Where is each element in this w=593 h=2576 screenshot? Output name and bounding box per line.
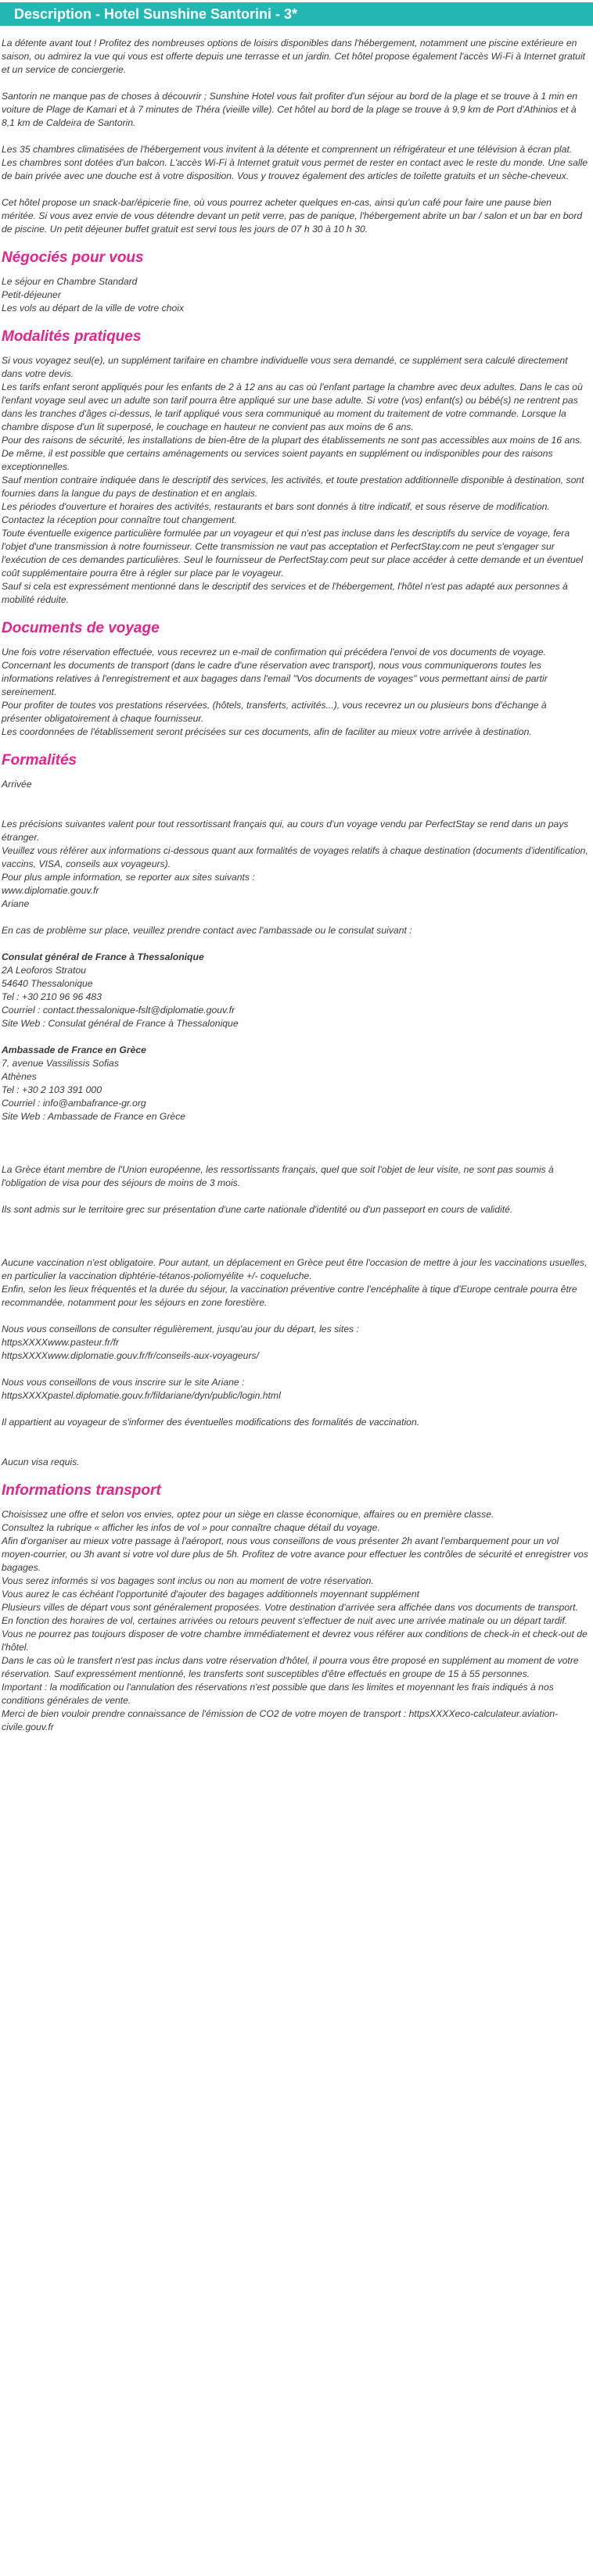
content: [0, 26, 593, 1750]
address-line: 2A Leoforos Stratou: [2, 965, 86, 976]
text-line: Pour profiter de toutes vos prestations réservées, (hôtels, transferts, activités...), vous recevrez un ou plusieurs bons d'échange à présenter obligatoirement à chaque fournisseur.: [2, 700, 547, 724]
description-paragraph: Santorin ne manque pas de choses à découvrir ; Sunshine Hotel vous fait profiter d'un séjour au bord de la plage et se trouve à 1 min en voiture de Plage de Kamari et à 7 minutes de Théra (vieille ville). Cet hôtel au bord de la plage se trouve à 9,9 km de Port d'Athinios et à 8,1 km de Caldeira de Santorin.: [2, 91, 578, 128]
text-line: Plusieurs villes de départ vous sont généralement proposées. Votre destination d'arrivée sera affichée dans vos documents de transport.: [2, 1602, 578, 1613]
list-item: Petit-déjeuner: [2, 289, 61, 300]
section-title-documents: Documents de voyage: [2, 620, 160, 636]
text-line: Les tarifs enfant seront appliqués pour les enfants de 2 à 12 ans au cas où l'enfant partage la chambre avec deux adultes. Dans le cas où l'enfant voyage seul avec un adulte son tarif pourra être appliqué sur une base adulte. Si votre (vos) enfant(s) ou bébé(s) ne rentrent pas dans les tranches d'âges ci-dessus, le tarif appliqué vous sera communiqué au moment du traitement de votre commande. Lorsque la chambre dispose d'un lit superposé, le couchage en hauteur ne convient pas aux moins de 6 ans.: [2, 382, 583, 432]
text-line: Nous vous conseillons de vous inscrire sur le site Ariane :: [2, 1377, 245, 1388]
text-line: Important : la modification ou l'annulation des réservations n'est possible que dans les limites et moyennant les frais indiqués à nos conditions générales de vente.: [2, 1682, 554, 1706]
text-line: Vous serez informés si vos bagages sont inclus ou non au moment de votre réservation.: [2, 1575, 374, 1586]
phone-line: Tel : +30 2 103 391 000: [2, 1084, 102, 1095]
transport-text: [2, 1508, 588, 1734]
arrivee-label: Arrivée: [2, 779, 32, 790]
text-line: La Grèce étant membre de l'Union européenne, les ressortissants français, quel que soit l'objet de leur visite, ne sont pas soumis à l'obligation de visa pour des séjours de moins de 3 mois.: [2, 1164, 554, 1188]
text-line: Afin d'organiser au mieux votre passage à l'aéroport, nous vous conseillons de vous présenter 2h avant l'embarquement pour un vol moyen-courrier, ou 3h avant si votre vol dure plus de 5h. Profitez de votre avance pour effectuer les contrôles de sécurité et enregistrer vos bagages.: [2, 1535, 588, 1573]
text-line: Sauf si cela est expressément mentionné dans le descriptif des services et de l'hébergement, l'hôtel n'est pas adapté aux personnes à mobilité réduite.: [2, 581, 568, 605]
text-line: Enfin, selon les lieux fréquentés et la durée du séjour, la vaccination préventive contre l'encéphalite à tique d'Europe centrale pourra être recommandée, notamment pour les séjours en zone forestière.: [2, 1284, 577, 1308]
text-line: Vous aurez le cas échéant l'opportunité d'ajouter des bagages additionnels moyennant supplément: [2, 1589, 420, 1600]
text-line: Sauf mention contraire indiquée dans le descriptif des services, les activités, et toute prestation additionnelle disponible à destination, sont fournies dans la langue du pays de destination et en anglais.: [2, 475, 584, 499]
list-item: Le séjour en Chambre Standard: [2, 276, 138, 287]
ambassade-title: Ambassade de France en Grèce: [2, 1044, 146, 1055]
documents-text: [2, 646, 588, 739]
text-line: En fonction des horaires de vol, certaines arrivées ou retours peuvent s'effectuer de nuit avec une arrivée matinale ou un départ tardif. Vous ne pourrez pas toujours disposer de votre chambre immédiatement et devrez vous référer aux conditions de check-in et check-out de l'hôtel.: [2, 1615, 588, 1653]
link-diplomatie[interactable]: www.diplomatie.gouv.fr: [2, 885, 99, 896]
link-ariane-login[interactable]: httpsXXXXpastel.diplomatie.gouv.fr/fildariane/dyn/public/login.html: [2, 1390, 281, 1401]
page-title: Description - Hotel Sunshine Santorini - 3*: [0, 2, 593, 26]
section-title-transport: Informations transport: [2, 1482, 161, 1499]
link-ariane[interactable]: Ariane: [2, 898, 30, 909]
text-line: Nous vous conseillons de consulter régulièrement, jusqu'au jour du départ, les sites :: [2, 1324, 359, 1335]
section-title-negocies: Négociés pour vous: [2, 249, 144, 266]
text-line: Ils sont admis sur le territoire grec sur présentation d'une carte nationale d'identité ou d'un passeport en cours de validité.: [2, 1204, 513, 1215]
ambassade-block: [2, 1044, 588, 1123]
modalites-text: [2, 354, 588, 607]
consulat-block: [2, 951, 588, 1030]
text-line: Pour des raisons de sécurité, les installations de bien-être de la plupart des établissements ne sont pas accessibles aux moins de 16 ans. De même, il est possible que certains aménagements ou services soient payants en supplément ou indisponibles pour des raisons exceptionnelles.: [2, 435, 583, 472]
formalites-text: [2, 778, 588, 1469]
text-line: Consultez la rubrique « afficher les infos de vol » pour connaître chaque détail du voyage.: [2, 1522, 380, 1533]
text-line: Choisissez une offre et selon vos envies, optez pour un siège en classe économique, affaires ou en première classe.: [2, 1509, 494, 1520]
text-line: Les périodes d'ouverture et horaires des activités, restaurants et bars sont donnés à titre indicatif, et sous réserve de modification. Contactez la réception pour connaître tout changement.: [2, 501, 550, 525]
text-line: Les coordonnées de l'établissement seront précisées sur ces documents, afin de faciliter au mieux votre arrivée à destination.: [2, 726, 532, 737]
address-line: 54640 Thessalonique: [2, 978, 93, 989]
email-line[interactable]: Courriel : info@ambafrance-gr.org: [2, 1098, 146, 1109]
text-line: Pour plus ample information, se reporter aux sites suivants :: [2, 872, 255, 883]
text-line: Concernant les documents de transport (dans le cadre d'une réservation avec transport), nous vous communiquerons toutes les informations relatives à l'enregistrement et aux bagages dans l'email "Vos documents de voyages" vous permettant ainsi de partir sereinement.: [2, 660, 548, 697]
text-line: Il appartient au voyageur de s'informer des éventuelles modifications des formalités de vaccination.: [2, 1417, 420, 1428]
link-conseils-voyageurs[interactable]: httpsXXXXwww.diplomatie.gouv.fr/fr/conseils-aux-voyageurs/: [2, 1350, 259, 1361]
text-line: Les précisions suivantes valent pour tout ressortissant français qui, au cours d'un voyage vendu par PerfectStay se rend dans un pays étranger.: [2, 819, 569, 843]
address-line: Athènes: [2, 1071, 37, 1082]
text-line: Si vous voyagez seul(e), un supplément tarifaire en chambre individuelle vous sera demandé, ce supplément sera calculé directement dans votre devis.: [2, 355, 568, 379]
website-line[interactable]: Site Web : Ambassade de France en Grèce: [2, 1111, 186, 1122]
text-line: En cas de problème sur place, veuillez prendre contact avec l'ambassade ou le consulat suivant :: [2, 925, 412, 936]
address-line: 7, avenue Vassilissis Sofias: [2, 1058, 119, 1069]
phone-line: Tel : +30 210 96 96 483: [2, 991, 102, 1002]
text-line: Veuillez vous référer aux informations ci-dessous quant aux formalités de voyages relatifs à chaque destination (documents d'identification, vaccins, VISA, conseils aux voyageurs).: [2, 845, 588, 869]
description-paragraph: Les 35 chambres climatisées de l'hébergement vous invitent à la détente et comprennent un réfrigérateur et une télévision à écran plat. Les chambres sont dotées d'un balcon. L'accès Wi-Fi à Internet gratuit vous permet de rester en contact avec le reste du monde. Une salle de bain privée avec une douche est à votre disposition. Vous y trouvez également des articles de toilette gratuits et un sèche-cheveux.: [2, 144, 588, 181]
description-paragraph: La détente avant tout ! Profitez des nombreuses options de loisirs disponibles dans l'hébergement, notamment une piscine extérieure en saison, ou admirez la vue qui vous est offerte depuis une terrasse et un jardin. Cet hôtel propose également l'accès Wi-Fi à Internet gratuit et un service de conciergerie.: [2, 38, 586, 75]
text-line: Merci de bien vouloir prendre connaissance de l'émission de CO2 de votre moyen de transport : httpsXXXXeco-calculateur.aviation-civile.gouv.fr: [2, 1708, 559, 1732]
website-line[interactable]: Site Web : Consulat général de France à Thessalonique: [2, 1018, 239, 1029]
negocies-list: [2, 275, 588, 315]
section-title-formalites: Formalités: [2, 752, 77, 769]
description-section: [2, 37, 588, 236]
text-line: Aucun visa requis.: [2, 1456, 80, 1467]
list-item: Les vols au départ de la ville de votre choix: [2, 303, 185, 313]
link-pasteur[interactable]: httpsXXXXwww.pasteur.fr/fr: [2, 1337, 119, 1348]
text-line: Aucune vaccination n'est obligatoire. Pour autant, un déplacement en Grèce peut être l'occasion de mettre à jour les vaccinations usuelles, en particulier la vaccination diphtérie-tétanos-poliomyélite +/- coqueluche.: [2, 1257, 588, 1281]
text-line: Dans le cas où le transfert n'est pas inclus dans votre réservation d'hôtel, il pourra vous être proposé en supplément au moment de votre réservation. Sauf expressément mentionné, les transferts sont susceptibles d'être effectués en groupe de 15 à 55 personnes.: [2, 1655, 579, 1679]
consulat-title: Consulat général de France à Thessalonique: [2, 951, 204, 962]
text-line: Toute éventuelle exigence particulière formulée par un voyageur et qui n'est pas incluse dans les descriptifs du service de voyage, fera l'objet d'une transmission à notre fournisseur. Cette transmission ne vaut pas acceptation et PerfectStay.com ne peut s'engager sur l'exécution de ces demandes particulières. Seul le fournisseur de PerfectStay.com peut sur place accéder à cette demande et un éventuel coût supplémentaire pourra être à régler sur place par le voyageur.: [2, 528, 584, 579]
email-line[interactable]: Courriel : contact.thessalonique-fslt@diplomatie.gouv.fr: [2, 1005, 235, 1016]
section-title-modalites: Modalités pratiques: [2, 328, 142, 345]
description-paragraph: Cet hôtel propose un snack-bar/épicerie fine, où vous pourrez acheter quelques en-cas, ainsi qu'un café pour faire une pause bien méritée. Si vous avez envie de vous détendre devant un petit verre, pas de panique, l'hébergement abrite un bar / salon et un bar en bord de piscine. Un petit déjeuner buffet gratuit est servi tous les jours de 07 h 30 à 10 h 30.: [2, 197, 583, 235]
text-line: Une fois votre réservation effectuée, vous recevrez un e-mail de confirmation qui précédera l'envoi de vos documents de voyage.: [2, 647, 547, 657]
